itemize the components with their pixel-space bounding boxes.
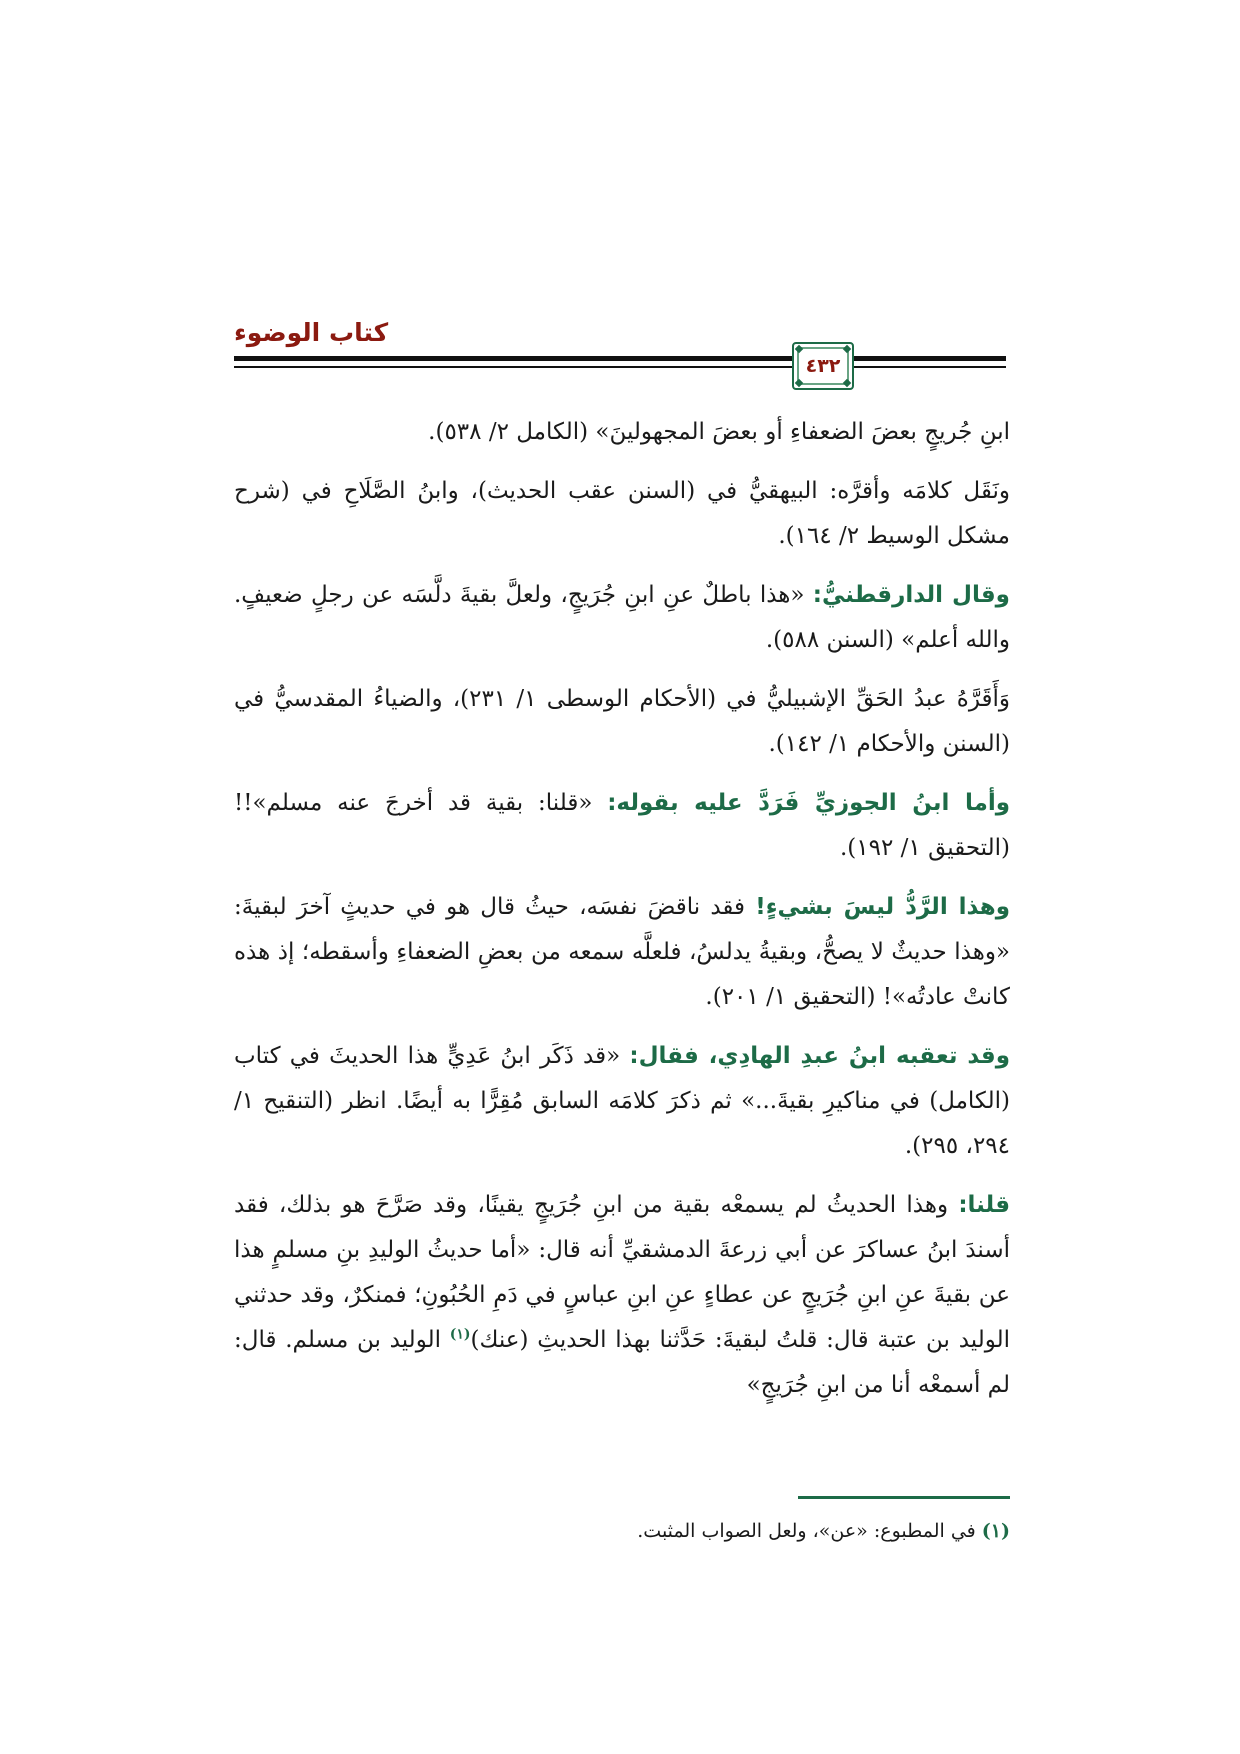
footnote-text: في المطبوع: «عن»، ولعل الصواب المثبت.: [637, 1520, 982, 1542]
paragraph-text: «قلنا: بقية قد أخرجَ عنه مسلم»!! (التحقيق ١/ ١٩٢).: [234, 790, 1010, 861]
paragraph-lead: قلنا:: [958, 1192, 1010, 1218]
paragraph: [234, 573, 1010, 663]
paragraph: [234, 469, 1010, 559]
paragraph: [234, 781, 1010, 871]
corner-ornament-icon: [843, 345, 851, 353]
footnote-number: (١): [981, 1520, 1010, 1542]
header-rule: [234, 356, 1006, 361]
paragraph-lead: وقد تعقبه ابنُ عبدِ الهادِي، فقال:: [629, 1043, 1011, 1069]
paragraph: [234, 1034, 1010, 1169]
paragraph: [234, 1183, 1010, 1408]
corner-ornament-icon: [843, 379, 851, 387]
paragraph-lead: وقال الدارقطنيُّ:: [812, 582, 1010, 608]
page-header: [234, 318, 1010, 396]
page-number-frame: [792, 342, 854, 390]
paragraph-text: ونَقَل كلامَه وأقرَّه: البيهقيُّ في (السنن عقب الحديث)، وابنُ الصَّلَاحِ في (شرح مشكل الوسيط ٢/ ١٦٤).: [234, 478, 1010, 549]
book-title: كتاب الوضوء: [234, 318, 389, 347]
main-text: [234, 410, 1010, 1422]
paragraph-text: «قد ذَكَر ابنُ عَدِيٍّ هذا الحديثَ في كتاب (الكامل) في مناكيرِ بقيةَ...» ثم ذكرَ كلامَه السابق مُقِرًّا به أيضًا. انظر (التنقيح ١/ ٢٩٤، ٢٩٥).: [234, 1043, 1010, 1159]
corner-ornament-icon: [795, 345, 803, 353]
paragraph-lead: وأما ابنُ الجوزيِّ فَرَدَّ عليه بقوله:: [607, 790, 1011, 816]
paragraph-text: فقد ناقضَ نفسَه، حيثُ قال هو في حديثٍ آخرَ لبقيةَ: «وهذا حديثٌ لا يصحُّ، وبقيةُ يدلسُ، فلعلَّه سمعه من بعضِ الضعفاءِ وأسقطه؛ إذ هذه كانتْ عادتُه»! (التحقيق ١/ ٢٠١).: [234, 894, 1010, 1010]
paragraph-text: وهذا الحديثُ لم يسمعْه بقية من ابنِ جُرَيجٍ يقينًا، وقد صَرَّحَ هو بذلك، فقد أسندَ ابنُ عساكرَ عن أبي زرعةَ الدمشقيِّ أنه قال: «أما حديثُ الوليدِ بنِ مسلمٍ هذا عن بقيةَ عنِ ابنِ جُرَيجٍ عن عطاءٍ عنِ ابنِ عباسٍ في دَمِ الحُبُونِ؛ فمنكرٌ، وقد حدثني الوليد بن عتبة قال: قلتُ لبقيةَ: حَدَّثنا بهذا الحديثِ (عنك): [234, 1192, 1010, 1353]
footnote: [234, 1516, 1010, 1546]
page-number: ٤٣٢: [805, 355, 841, 377]
paragraph: [234, 677, 1010, 767]
paragraph-text: ابنِ جُريجٍ بعضَ الضعفاءِ أو بعضَ المجهولينَ» (الكامل ٢/ ٥٣٨).: [428, 419, 1010, 445]
paragraph-text: وَأَقَرَّهُ عبدُ الحَقِّ الإشبيليُّ في (الأحكام الوسطى ١/ ٢٣١)، والضياءُ المقدسيُّ في (السنن والأحكام ١/ ١٤٢).: [234, 686, 1010, 757]
footnote-separator: [798, 1496, 1010, 1499]
header-rule-thin: [234, 366, 1006, 368]
paragraph: [234, 885, 1010, 1020]
corner-ornament-icon: [795, 379, 803, 387]
paragraph-text: «هذا باطلٌ عنِ ابنِ جُرَيجٍ، ولعلَّ بقيةَ دلَّسَه عن رجلٍ ضعيفٍ. والله أعلم» (السنن ٥٨٨).: [234, 582, 1010, 653]
paragraph: [234, 410, 1010, 455]
paragraph-text: الوليد بن مسلم. قال: لم أسمعْه أنا من ابنِ جُرَيجٍ»: [234, 1327, 1010, 1398]
paragraph-lead: وهذا الرَّدُّ ليسَ بشيءٍ!: [755, 894, 1010, 920]
footnote-reference[interactable]: (١): [449, 1326, 471, 1343]
